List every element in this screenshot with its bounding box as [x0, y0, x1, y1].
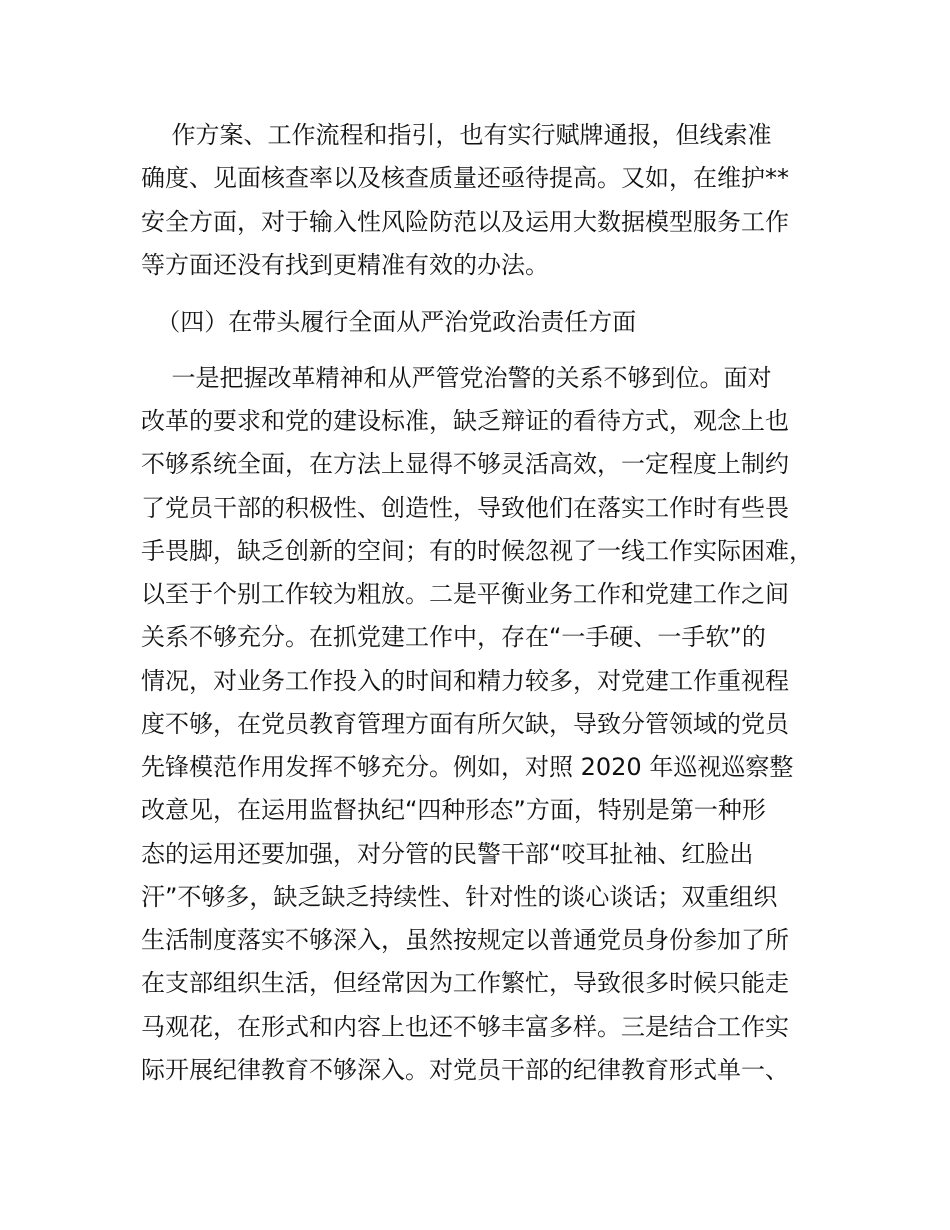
text-line: 了党员干部的积极性、创造性，导致他们在落实工作时有些畏: [141, 494, 789, 522]
text-line: 改革的要求和党的建设标准，缺乏辩证的看待方式，观念上也: [141, 407, 789, 435]
text-line: 情况，对业务工作投入的时间和精力较多，对党建工作重视程: [141, 667, 789, 695]
section-heading: （四）在带头履行全面从严治党政治责任方面: [141, 308, 637, 336]
text-line: 关系不够充分。在抓党建工作中，存在“一手硬、一手软”的: [141, 623, 766, 651]
text-line: 作方案、工作流程和指引，也有实行赋牌通报，但线索准: [141, 121, 772, 149]
text-line: 等方面还没有找到更精准有效的办法。: [141, 251, 549, 279]
text-line: 安全方面，对于输入性风险防范以及运用大数据模型服务工作: [141, 208, 789, 236]
text-line: 度不够，在党员教育管理方面有所欠缺，导致分管领域的党员: [141, 710, 789, 738]
text-line: 确度、见面核查率以及核查质量还亟待提高。又如，在维护**: [141, 164, 789, 192]
text-line: 手畏脚，缺乏创新的空间；有的时候忽视了一线工作实际困难，: [141, 537, 813, 565]
text-line: 一是把握改革精神和从严管党治警的关系不够到位。面对: [141, 364, 772, 392]
text-line: 态的运用还要加强，对分管的民警干部“咬耳扯袖、红脸出: [141, 840, 754, 868]
text-line: 马观花，在形式和内容上也还不够丰富多样。三是结合工作实: [141, 1013, 789, 1041]
text-line: 在支部组织生活，但经常因为工作繁忙，导致很多时候只能走: [141, 969, 789, 997]
text-line: 改意见，在运用监督执纪“四种形态”方面，特别是第一种形: [141, 796, 766, 824]
text-line: 生活制度落实不够深入，虽然按规定以普通党员身份参加了所: [141, 926, 789, 954]
text-line: 以至于个别工作较为粗放。二是平衡业务工作和党建工作之间: [141, 580, 789, 608]
text-line: 先锋模范作用发挥不够充分。例如，对照 2020 年巡视巡察整: [141, 753, 794, 781]
text-line: 不够系统全面，在方法上显得不够灵活高效，一定程度上制约: [141, 450, 789, 478]
text-line: 汗”不够多，缺乏缺乏持续性、针对性的谈心谈话；双重组织: [141, 883, 778, 911]
text-line: 际开展纪律教育不够深入。对党员干部的纪律教育形式单一、: [141, 1056, 789, 1084]
